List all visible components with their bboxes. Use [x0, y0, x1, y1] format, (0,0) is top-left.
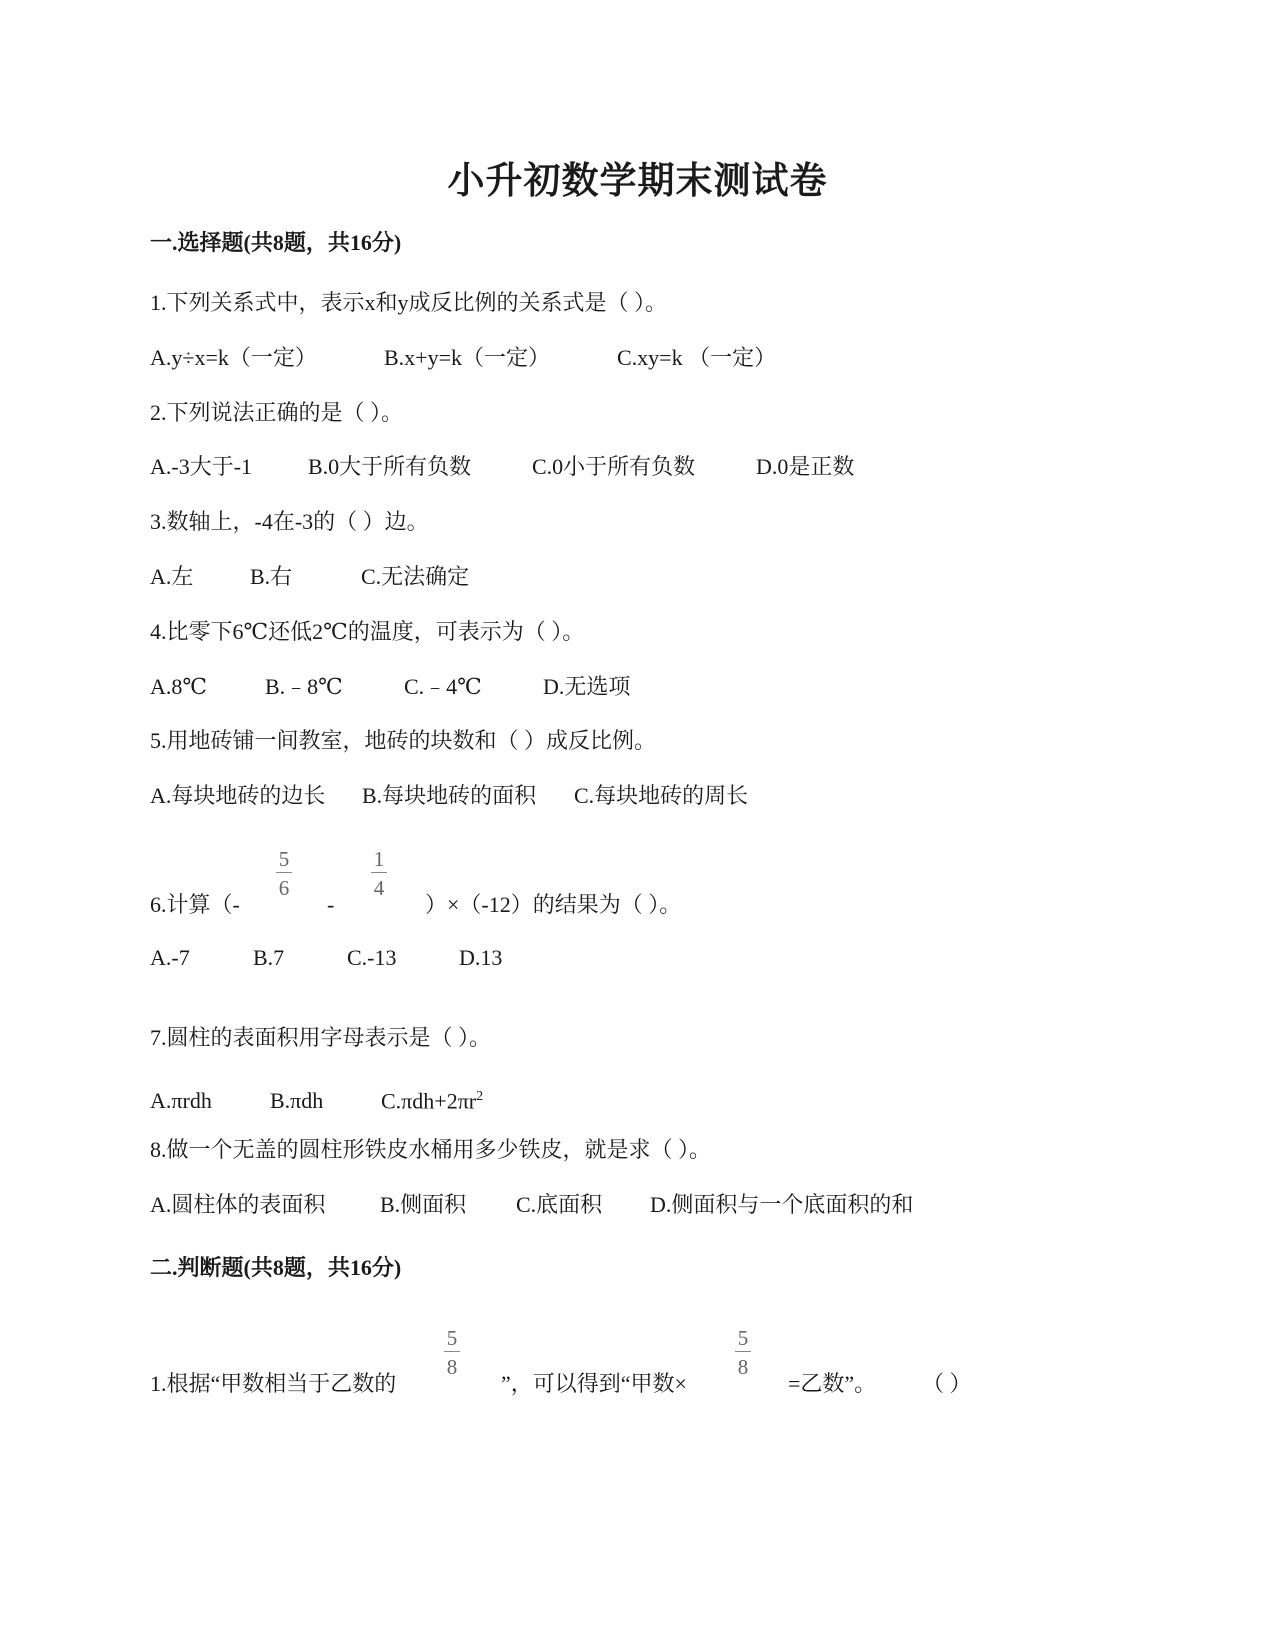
option-c: C.xy=k （一定）	[617, 345, 777, 370]
judgment-1-stem-end: =乙数”。	[788, 1371, 877, 1396]
fraction-five-eighths	[444, 1327, 460, 1378]
fraction-bar	[735, 1351, 751, 1352]
question-1-options	[150, 345, 776, 371]
question-6-stem-end: ）×（-12）的结果为（ ）。	[425, 892, 682, 917]
question-8-stem: 8.做一个无盖的圆柱形铁皮水桶用多少铁皮，就是求（ ）。	[150, 1137, 712, 1162]
answer-blank: （ ）	[922, 1371, 972, 1396]
option-b: B.侧面积	[380, 1192, 467, 1217]
option-c	[381, 1084, 483, 1114]
option-c-text: C.πdh+2πr	[381, 1088, 477, 1114]
option-c: C.每块地砖的周长	[574, 783, 749, 808]
question-3-stem: 3.数轴上，-4在-3的（ ）边。	[150, 509, 429, 534]
question-4-options	[150, 674, 630, 700]
fraction-one-quarter	[371, 848, 387, 899]
question-7-stem: 7.圆柱的表面积用字母表示是（ ）。	[150, 1025, 492, 1050]
question-2-stem: 2.下列说法正确的是（ ）。	[150, 400, 404, 425]
fraction-denominator: 8	[446, 1355, 458, 1379]
section-heading-choice: 一.选择题(共8题，共16分)	[150, 230, 402, 255]
option-a: A.πrdh	[150, 1088, 212, 1114]
question-6-minus: -	[327, 892, 335, 917]
question-6-options	[150, 945, 502, 971]
judgment-1-stem-middle: ”，可以得到“甲数×	[501, 1371, 687, 1396]
option-a: A.圆柱体的表面积	[150, 1192, 326, 1217]
option-d: D.侧面积与一个底面积的和	[650, 1192, 914, 1217]
option-a: A.-7	[150, 945, 190, 970]
fraction-numerator: 5	[737, 1326, 749, 1350]
option-b: B.右	[250, 564, 293, 589]
exponent: 2	[476, 1089, 484, 1104]
question-4-stem: 4.比零下6℃还低2℃的温度，可表示为（ ）。	[150, 619, 585, 644]
option-b: B.﹣8℃	[265, 674, 343, 699]
option-a: A.8℃	[150, 674, 207, 699]
fraction-five-sixths	[276, 848, 292, 899]
fraction-numerator: 1	[373, 847, 385, 871]
option-a: A.左	[150, 564, 194, 589]
judgment-1-stem-start: 1.根据“甲数相当于乙数的	[150, 1371, 397, 1396]
question-6-stem-start: 6.计算（-	[150, 892, 240, 917]
option-b: B.0大于所有负数	[308, 454, 472, 479]
fraction-numerator: 5	[278, 847, 290, 871]
option-c: C.﹣4℃	[404, 674, 482, 699]
option-a: A.每块地砖的边长	[150, 783, 326, 808]
question-7-options	[150, 1084, 483, 1114]
option-b: B.每块地砖的面积	[362, 783, 537, 808]
option-c: C.无法确定	[361, 564, 470, 589]
page-title: 小升初数学期末测试卷	[447, 161, 828, 202]
fraction-bar	[444, 1351, 460, 1352]
option-a: A.y÷x=k（一定）	[150, 345, 317, 370]
fraction-five-eighths	[735, 1327, 751, 1378]
option-b: B.x+y=k（一定）	[384, 345, 550, 370]
option-d: D.13	[459, 945, 503, 970]
question-1-stem: 1.下列关系式中，表示x和y成反比例的关系式是（ ）。	[150, 290, 668, 315]
option-c: C.-13	[347, 945, 397, 970]
fraction-bar	[276, 872, 292, 873]
question-2-options	[150, 454, 854, 480]
option-c: C.底面积	[516, 1192, 603, 1217]
option-c: C.0小于所有负数	[532, 454, 696, 479]
fraction-denominator: 4	[373, 876, 385, 900]
question-5-stem: 5.用地砖铺一间教室，地砖的块数和（ ）成反比例。	[150, 728, 657, 753]
question-8-options	[150, 1192, 913, 1218]
fraction-denominator: 6	[278, 876, 290, 900]
option-d: D.0是正数	[756, 454, 855, 479]
question-3-options	[150, 564, 469, 590]
option-d: D.无选项	[543, 674, 631, 699]
fraction-numerator: 5	[446, 1326, 458, 1350]
option-a: A.-3大于-1	[150, 454, 253, 479]
question-5-options	[150, 783, 748, 809]
fraction-denominator: 8	[737, 1355, 749, 1379]
fraction-bar	[371, 872, 387, 873]
option-b: B.πdh	[270, 1088, 324, 1114]
section-heading-judgment: 二.判断题(共8题，共16分)	[150, 1255, 402, 1280]
option-b: B.7	[253, 945, 285, 970]
